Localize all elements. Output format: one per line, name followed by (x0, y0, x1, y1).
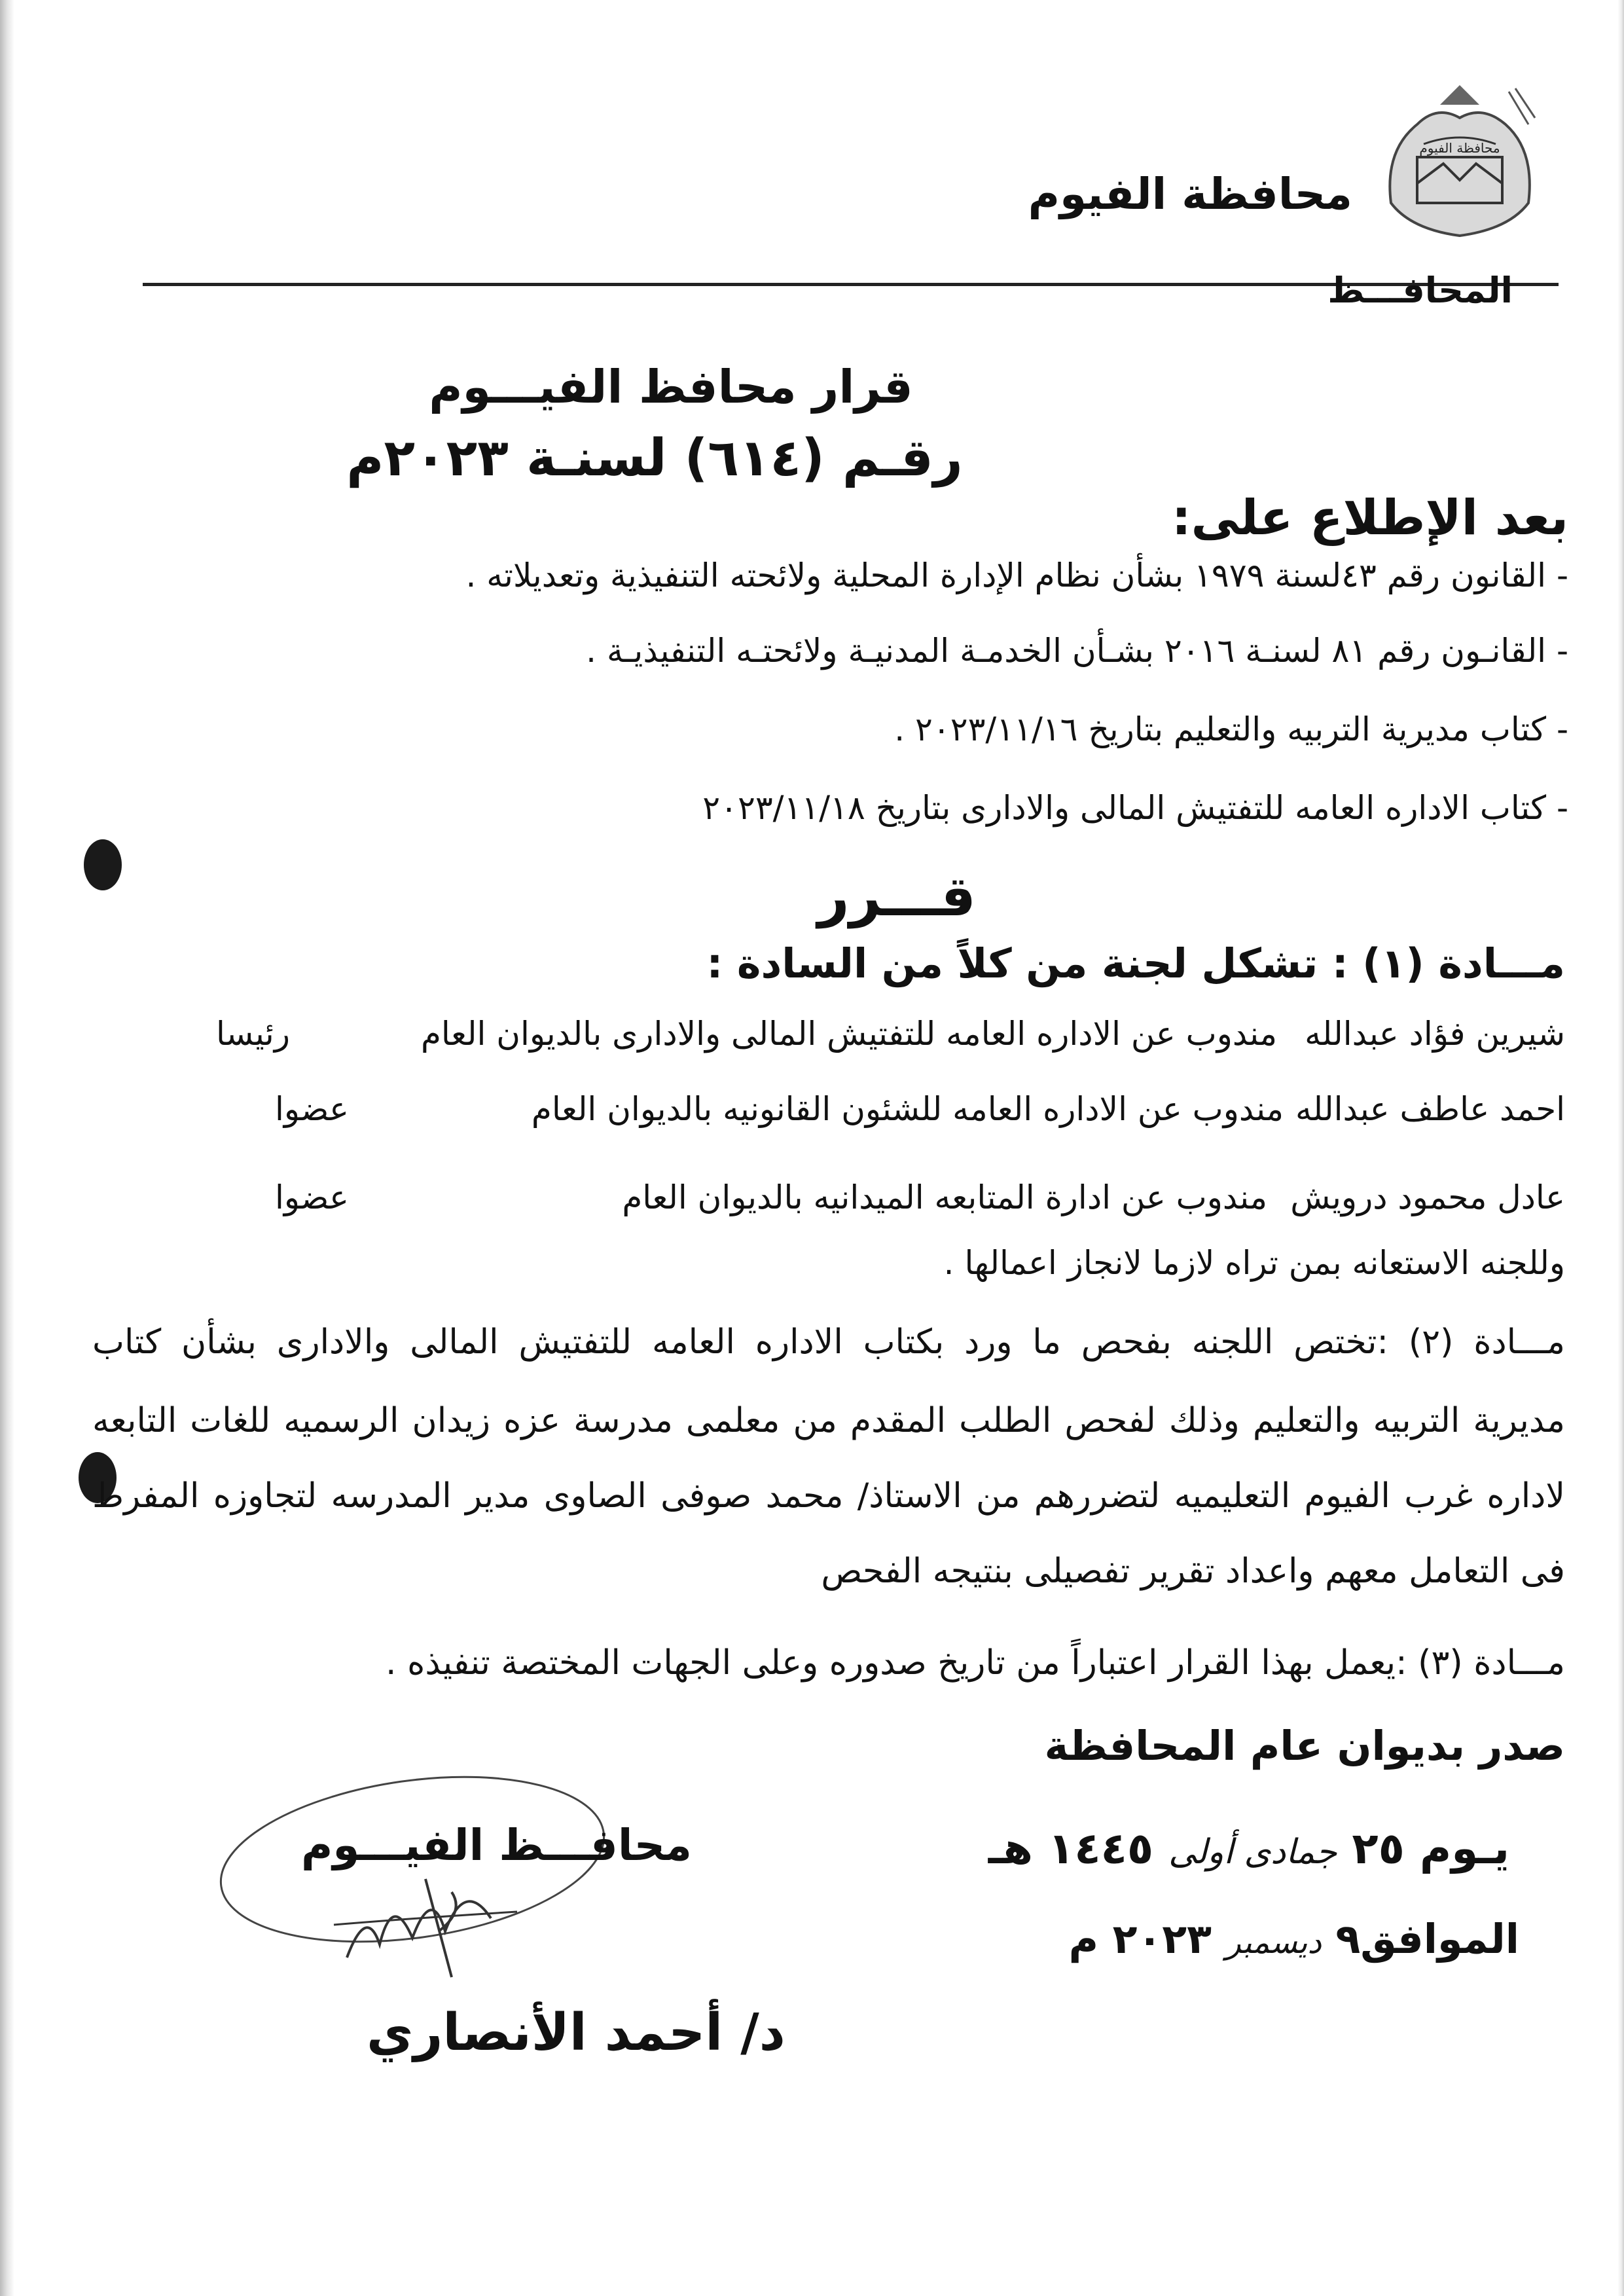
hijri-day: ٢٥ (1352, 1823, 1405, 1874)
gregorian-date (1069, 1915, 1519, 1963)
hijri-date (988, 1823, 1509, 1874)
issued-at: صدر بديوان عام المحافظة (1044, 1722, 1565, 1770)
scan-edge-left (0, 0, 14, 2296)
day-label: يـوم (1419, 1823, 1509, 1874)
decided-heading: قـــرر (818, 864, 976, 928)
member-role: مندوب عن الاداره العامه للتفتيش المالى والادارى بالديوان العام (420, 1015, 1277, 1053)
member-name: احمد عاطف عبدالله (1295, 1090, 1565, 1128)
member-position: رئيسا (216, 1015, 290, 1053)
hijri-suffix: هـ (988, 1823, 1034, 1874)
handwritten-signature (216, 1761, 635, 2023)
scan-edge-right (1617, 0, 1624, 2296)
article-2-line: لاداره غرب الفيوم التعليميه لتضررهم من الاستاذ/ محمد صوفى الصاوى مدير المدرسه لتجاوزه المفرط (92, 1476, 1565, 1516)
decree-title: قرار محافظ الفيـــوم (429, 360, 913, 414)
article-2-line: مديرية التربيه والتعليم وذلك لفحص الطلب المقدم من معلمى مدرسة عزه زيدان الرسميه للغات التابعه (92, 1401, 1565, 1440)
article-3-line: مـــادة (٣) :يعمل بهذا القرار اعتباراً من تاريخ صدوره وعلى الجهات المختصة تنفيذه . (386, 1643, 1565, 1683)
hijri-year: ١٤٤٥ (1048, 1823, 1154, 1874)
reference-item: - كتاب الاداره العامه للتفتيش المالى والادارى بتاريخ ٢٠٢٣/١١/١٨ (702, 789, 1568, 827)
member-name: شيرين فؤاد عبدالله (1305, 1015, 1565, 1053)
greg-month-handwritten: ديسمبر (1225, 1924, 1322, 1961)
article-1-heading: مـــادة (١) : تشكل لجنة من كلاً من السادة : (706, 939, 1565, 987)
reference-item: - كتاب مديرية التربيه والتعليم بتاريخ ٢٠٢٣/١١/١٦ . (894, 710, 1568, 748)
member-position: عضوا (275, 1178, 349, 1216)
signatory-name: د/ أحمد الأنصاري (367, 2003, 785, 2062)
governorate-seal-icon (1378, 79, 1542, 242)
member-role: مندوب عن الاداره العامه للشئون القانونيه بالديوان العام (531, 1090, 1284, 1128)
greg-year: ٢٠٢٣ (1112, 1915, 1212, 1963)
reference-item: - القانـون رقم ٨١ لسنـة ٢٠١٦ بشـأن الخدمـة المدنيـة ولائحتـه التنفيذيـة . (586, 632, 1568, 670)
article-2-line: فى التعامل معهم واعداد تقرير تفصيلى بنتيجه الفحص (821, 1552, 1565, 1591)
signatory-title: محافـــظ الفيـــوم (301, 1820, 693, 1870)
greg-suffix: م (1068, 1915, 1099, 1963)
greg-day: ٩ (1335, 1915, 1361, 1963)
member-position: عضوا (275, 1090, 349, 1128)
office-title: المحافـــظ (1327, 270, 1513, 311)
preamble-heading: بعد الإطلاع على: (1172, 490, 1568, 546)
article-2-line: مـــادة (٢) :تختص اللجنه بفحص ما ورد بكتاب الاداره العامه للتفتيش المالى والادارى بشأن كتاب (92, 1322, 1565, 1362)
committee-note: وللجنه الاستعانه بمن تراه لازما لانجاز اعمالها . (943, 1244, 1565, 1282)
svg-text:محافظة الفيوم: محافظة الفيوم (1419, 140, 1500, 156)
corr-label: الموافق (1360, 1915, 1519, 1963)
member-name: عادل محمود درويش (1290, 1178, 1565, 1216)
hijri-month-handwritten: جمادى أولى (1168, 1832, 1337, 1872)
member-role: مندوب عن ادارة المتابعه الميدانيه بالديوان العام (622, 1178, 1267, 1216)
decree-number: رقـم (٦١٤) لسنـة ٢٠٢٣م (346, 429, 963, 488)
governorate-name: محافظة الفيوم (1028, 169, 1352, 219)
reference-item: - القانون رقم ٤٣لسنة ١٩٧٩ بشأن نظام الإدارة المحلية ولائحته التنفيذية وتعديلاته . (465, 556, 1568, 594)
